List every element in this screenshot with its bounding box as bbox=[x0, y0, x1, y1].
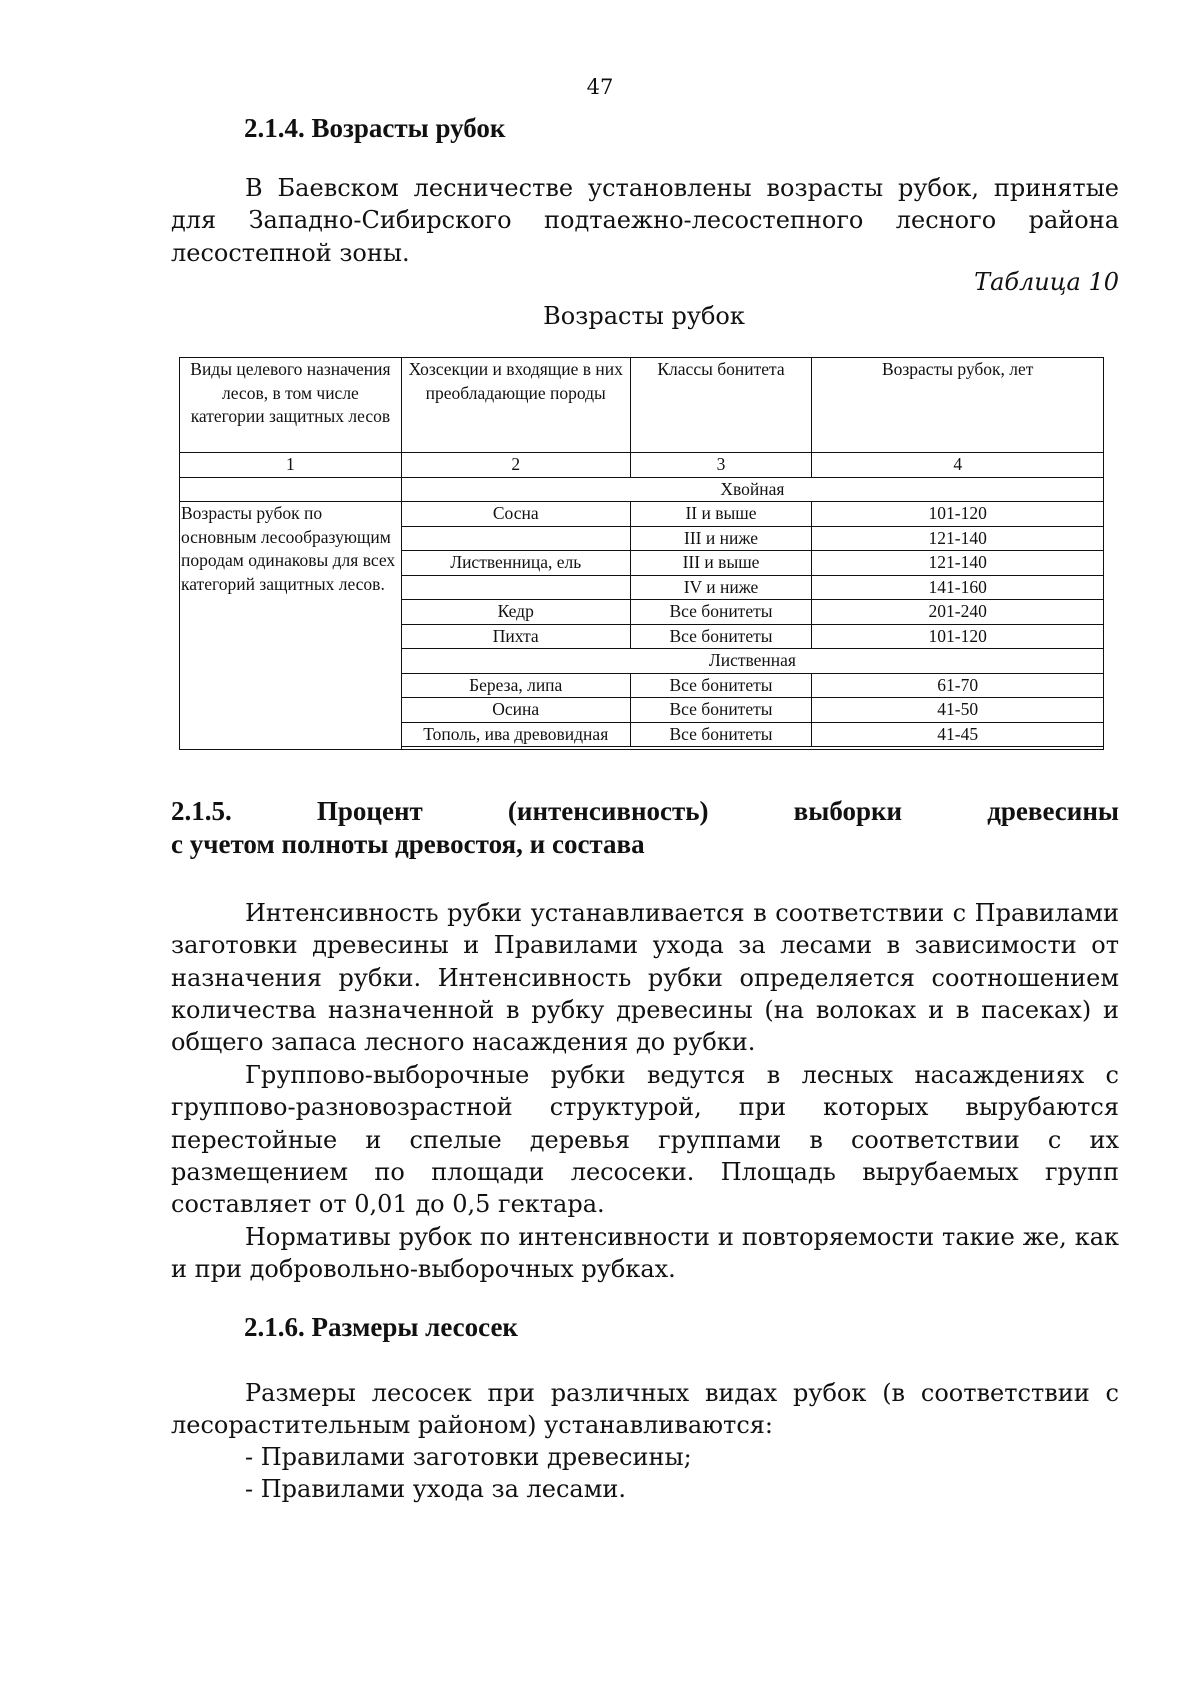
heading-line-2: с учетом полноты древостоя, и состава bbox=[171, 829, 645, 859]
table-header-row bbox=[180, 358, 1104, 453]
age-cell: 101-120 bbox=[812, 624, 1104, 649]
heading-2-1-5 bbox=[171, 795, 1119, 861]
heading-2-1-6: 2.1.6. Размеры лесосек bbox=[244, 1312, 518, 1342]
species-cell: Береза, липа bbox=[401, 673, 630, 698]
class-cell: Все бонитеты bbox=[630, 624, 812, 649]
species-cell: Сосна bbox=[401, 502, 630, 527]
heading-word: (интенсивность) bbox=[507, 796, 709, 826]
age-cell: 41-50 bbox=[812, 698, 1104, 723]
table-label: Таблица 10 bbox=[974, 268, 1119, 296]
species-cell bbox=[401, 575, 630, 600]
paragraph-2-1-5-c: Нормативы рубок по интенсивности и повторяемости такие же, как и при добровольно-выборочных рубках. bbox=[171, 1223, 1119, 1284]
species-cell: Осина bbox=[401, 698, 630, 723]
cutting-age-table bbox=[179, 357, 1104, 750]
empty-cell bbox=[180, 477, 402, 502]
group-label-deciduous: Лиственная bbox=[401, 649, 1103, 674]
class-cell: IV и ниже bbox=[630, 575, 812, 600]
header-cell: Хозсекции и входящие в них преобладающие породы bbox=[401, 358, 630, 453]
age-cell: 121-140 bbox=[812, 551, 1104, 576]
list-item: - Правилами заготовки древесины; bbox=[245, 1443, 692, 1471]
heading-2-1-4: 2.1.4. Возрасты рубок bbox=[244, 113, 506, 143]
row-category-label: Возрасты рубок по основным лесообразующим породам одинаковы для всех категорий защитных лесов. bbox=[180, 502, 402, 750]
age-cell: 121-140 bbox=[812, 526, 1104, 551]
class-cell: Все бонитеты bbox=[630, 722, 812, 747]
paragraph-2-1-4: В Баевском лесничестве установлены возрасты рубок, принятые для Западно-Сибирского подтаежно-лесостепного лесного района лесостепной зоны. bbox=[171, 174, 1119, 267]
table-row bbox=[180, 502, 1104, 527]
group-row-conifer bbox=[180, 477, 1104, 502]
class-cell: Все бонитеты bbox=[630, 600, 812, 625]
age-cell: 61-70 bbox=[812, 673, 1104, 698]
heading-word: выборки bbox=[793, 796, 903, 826]
header-cell: Классы бонитета bbox=[630, 358, 812, 453]
header-cell: Возрасты рубок, лет bbox=[812, 358, 1104, 453]
heading-word: Процент bbox=[316, 796, 423, 826]
column-number: 2 bbox=[401, 453, 630, 478]
paragraph-2-1-5-b: Группово-выборочные рубки ведутся в лесных насаждениях с группово-разновозрастной структурой, при которых вырубаются перестойные и спелые деревья группами в соответствии с их размещением по площади лесосеки. Площадь вырубаемых групп составляет от 0,01 до 0,5 гектара. bbox=[171, 1061, 1119, 1219]
species-cell: Пихта bbox=[401, 624, 630, 649]
species-cell bbox=[401, 526, 630, 551]
table-title: Возрасты рубок bbox=[543, 302, 745, 330]
group-label-conifer: Хвойная bbox=[401, 477, 1103, 502]
paragraph-2-1-6: Размеры лесосек при различных видах рубок (в соответствии с лесорастительным районом) устанавливаются: bbox=[171, 1379, 1119, 1440]
empty-cell bbox=[401, 747, 1103, 750]
column-number: 1 bbox=[180, 453, 402, 478]
class-cell: III и ниже bbox=[630, 526, 812, 551]
page-number: 47 bbox=[586, 75, 614, 99]
paragraph-2-1-5-a: Интенсивность рубки устанавливается в соответствии с Правилами заготовки древесины и Правилами ухода за лесами в зависимости от назначения рубки. Интенсивность рубки определяется соотношением количества назначенной в рубку древесины (на волоках и в пасеках) и общего запаса лесного насаждения до рубки. bbox=[171, 899, 1119, 1057]
age-cell: 41-45 bbox=[812, 722, 1104, 747]
column-number-row bbox=[180, 453, 1104, 478]
list-item: - Правилами ухода за лесами. bbox=[245, 1475, 627, 1503]
column-number: 4 bbox=[812, 453, 1104, 478]
species-cell: Лиственница, ель bbox=[401, 551, 630, 576]
class-cell: II и выше bbox=[630, 502, 812, 527]
heading-word: древесины bbox=[987, 796, 1119, 826]
age-cell: 201-240 bbox=[812, 600, 1104, 625]
class-cell: III и выше bbox=[630, 551, 812, 576]
header-cell: Виды целевого назначения лесов, в том числе категории защитных лесов bbox=[180, 358, 402, 453]
species-cell: Кедр bbox=[401, 600, 630, 625]
age-cell: 141-160 bbox=[812, 575, 1104, 600]
heading-word: 2.1.5. bbox=[171, 796, 232, 826]
column-number: 3 bbox=[630, 453, 812, 478]
species-cell: Тополь, ива древовидная bbox=[401, 722, 630, 747]
class-cell: Все бонитеты bbox=[630, 673, 812, 698]
class-cell: Все бонитеты bbox=[630, 698, 812, 723]
age-cell: 101-120 bbox=[812, 502, 1104, 527]
